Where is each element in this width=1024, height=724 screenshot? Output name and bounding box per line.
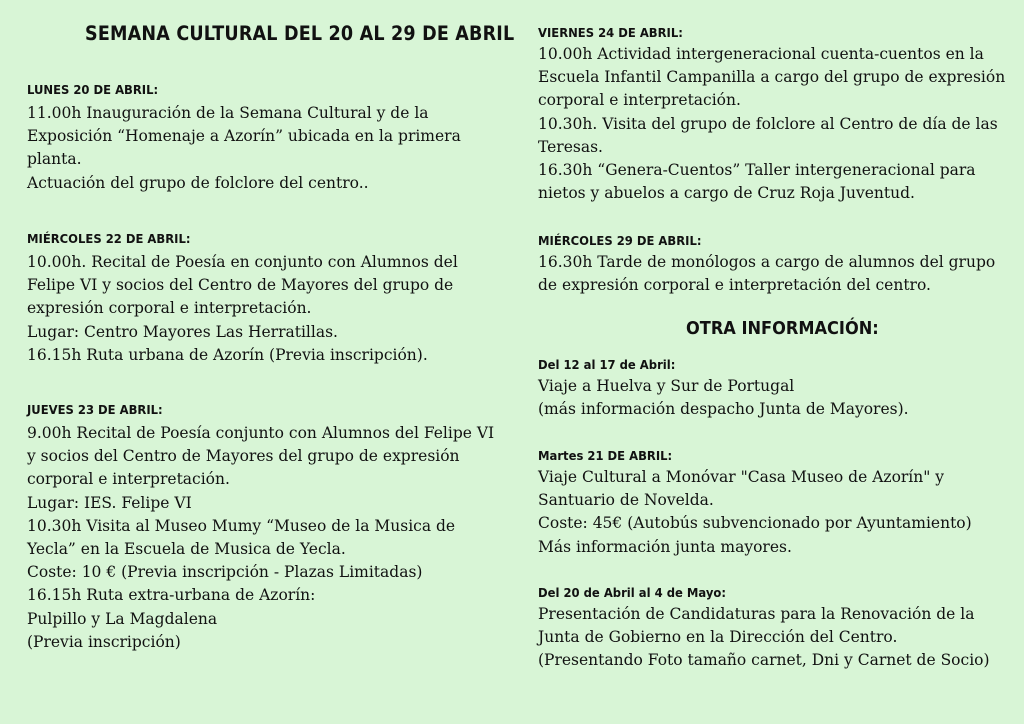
section-line: Santuario de Novelda. bbox=[538, 491, 714, 510]
section-line: (Previa inscripción) bbox=[27, 632, 181, 651]
section-line: Coste: 45€ (Autobús subvencionado por Ayuntamiento) bbox=[538, 514, 972, 533]
section-jueves-23 bbox=[27, 402, 494, 654]
section-line: Lugar: IES. Felipe VI bbox=[27, 493, 192, 512]
section-line: Felipe VI y socios del Centro de Mayores del grupo de bbox=[27, 276, 454, 295]
section-heading: LUNES 20 DE ABRIL: bbox=[27, 82, 159, 97]
section-line: Teresas. bbox=[538, 137, 603, 156]
section-line: Escuela Infantil Campanilla a cargo del grupo de expresión bbox=[538, 68, 1006, 87]
section-candidaturas bbox=[538, 585, 990, 673]
section-line: de expresión corporal e interpretación del centro. bbox=[538, 276, 931, 295]
section-line: 10.00h Actividad intergeneracional cuenta-cuentos en la bbox=[538, 45, 984, 63]
section-heading: VIERNES 24 DE ABRIL: bbox=[538, 25, 683, 40]
section-line: Lugar: Centro Mayores Las Herratillas. bbox=[27, 322, 338, 341]
section-line: 16.30h Tarde de monólogos a cargo de alumnos del grupo bbox=[538, 253, 996, 271]
section-line: 11.00h Inauguración de la Semana Cultural y de la bbox=[27, 104, 429, 122]
section-line: (más información despacho Junta de Mayores). bbox=[538, 400, 909, 419]
section-line: 9.00h Recital de Poesía conjunto con Alumnos del Felipe VI bbox=[27, 424, 495, 442]
section-line: nietos y abuelos a cargo de Cruz Roja Juventud. bbox=[538, 184, 915, 203]
section-line: 10.30h. Visita del grupo de folclore al Centro de día de las bbox=[538, 114, 998, 133]
section-line: 10.00h. Recital de Poesía en conjunto con Alumnos del bbox=[27, 253, 458, 271]
section-line: Más información junta mayores. bbox=[538, 537, 792, 556]
otra-informacion-title: OTRA INFORMACIÓN: bbox=[686, 318, 879, 339]
section-line: 16.15h Ruta urbana de Azorín (Previa inscripción). bbox=[27, 345, 428, 364]
section-line: (Presentando Foto tamaño carnet, Dni y Carnet de Socio) bbox=[538, 651, 990, 670]
section-monovar bbox=[538, 448, 972, 559]
section-line: Exposición “Homenaje a Azorín” ubicada en la primera bbox=[27, 127, 461, 146]
page-title: SEMANA CULTURAL DEL 20 AL 29 DE ABRIL bbox=[85, 22, 515, 45]
section-line: Presentación de Candidaturas para la Renovación de la bbox=[538, 605, 975, 623]
section-line: y socios del Centro de Mayores del grupo de expresión bbox=[27, 447, 460, 466]
section-miercoles-29 bbox=[538, 233, 995, 297]
section-heading: Del 12 al 17 de Abril: bbox=[538, 357, 676, 372]
section-line: corporal e interpretación. bbox=[27, 470, 230, 489]
section-line: Viaje Cultural a Monóvar "Casa Museo de Azorín" y bbox=[538, 468, 945, 486]
section-heading: JUEVES 23 DE ABRIL: bbox=[27, 402, 163, 417]
section-heading: Del 20 de Abril al 4 de Mayo: bbox=[538, 585, 727, 600]
section-line: 16.30h “Genera-Cuentos” Taller intergeneracional para bbox=[538, 161, 976, 180]
section-lunes bbox=[27, 82, 461, 195]
section-heading: MIÉRCOLES 22 DE ABRIL: bbox=[27, 231, 191, 246]
section-line: planta. bbox=[27, 150, 82, 169]
section-line: Yecla” en la Escuela de Musica de Yecla. bbox=[27, 540, 346, 559]
section-huelva bbox=[538, 357, 909, 421]
section-line: Actuación del grupo de folclore del centro.. bbox=[27, 173, 369, 192]
section-line: expresión corporal e interpretación. bbox=[27, 299, 312, 318]
section-line: 10.30h Visita al Museo Mumy “Museo de la Musica de bbox=[27, 516, 456, 535]
section-line: Junta de Gobierno en la Dirección del Centro. bbox=[538, 628, 898, 647]
section-viernes-24 bbox=[538, 25, 1005, 205]
section-line: corporal e interpretación. bbox=[538, 91, 741, 110]
section-heading: Martes 21 DE ABRIL: bbox=[538, 448, 673, 463]
section-line: Viaje a Huelva y Sur de Portugal bbox=[538, 377, 795, 395]
section-line: Coste: 10 € (Previa inscripción - Plazas Limitadas) bbox=[27, 563, 423, 582]
section-line: Pulpillo y La Magdalena bbox=[27, 609, 218, 628]
section-heading: MIÉRCOLES 29 DE ABRIL: bbox=[538, 233, 702, 248]
section-line: 16.15h Ruta extra-urbana de Azorín: bbox=[27, 586, 316, 605]
section-miercoles-22 bbox=[27, 231, 458, 367]
